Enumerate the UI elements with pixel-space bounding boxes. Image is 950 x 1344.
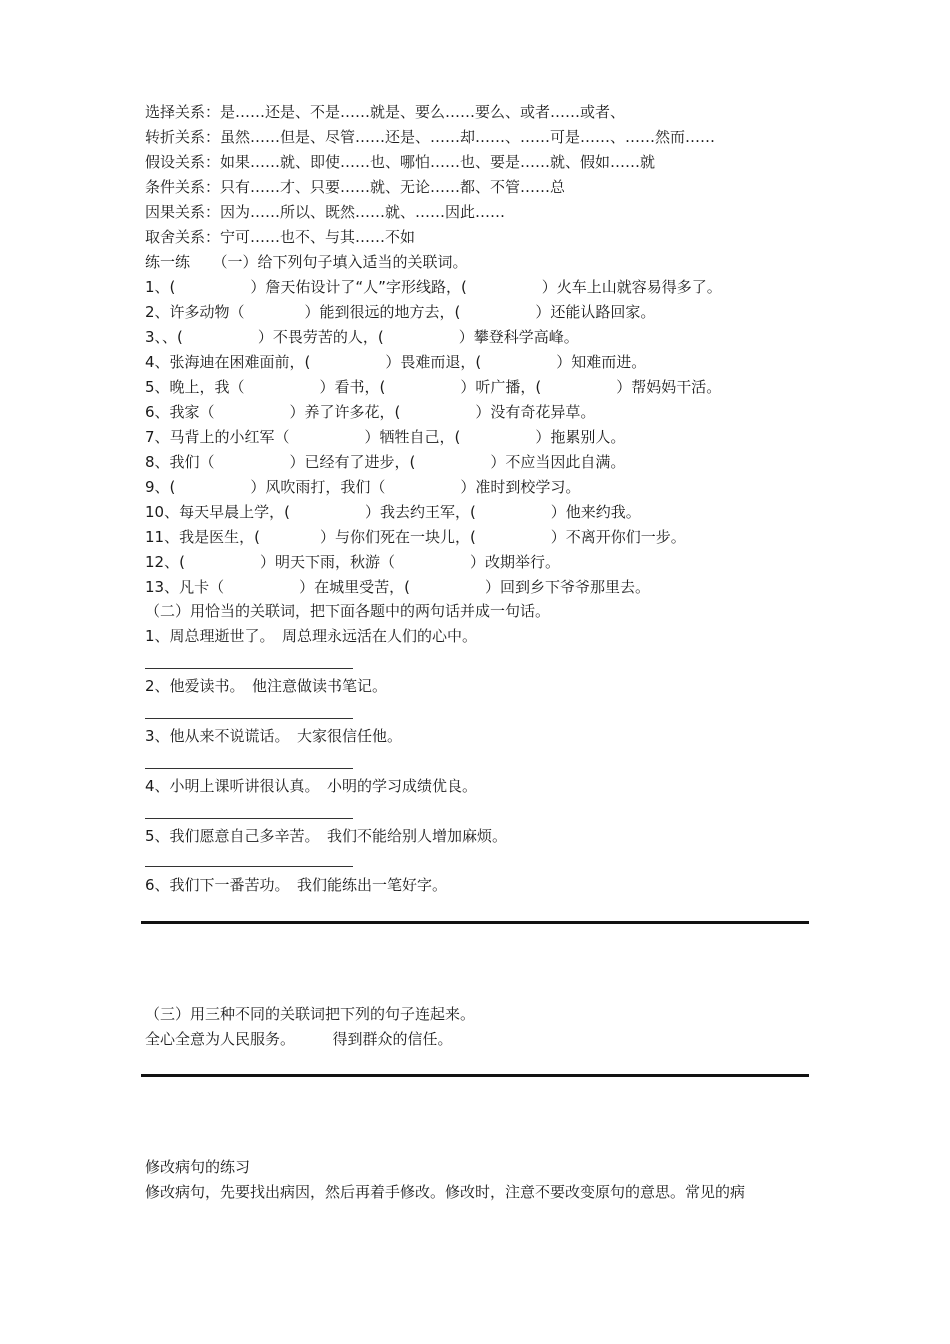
exercise1-item: 4、张海迪在困难面前，( ）畏难而退，( ）知难而进。 — [145, 353, 647, 371]
exercise1-item: 9、( ）风吹雨打，我们（ ）准时到校学习。 — [145, 478, 581, 496]
relation-contrast: 转折关系：虽然……但是、尽管……还是、……却……、……可是……、……然而…… — [145, 128, 716, 146]
answer-line[interactable] — [145, 668, 353, 669]
section-divider — [141, 921, 809, 924]
section4-intro: 修改病句，先要找出病因，然后再着手修改。修改时，注意不要改变原句的意思。常见的病 — [145, 1183, 746, 1201]
exercise2-item: 3、他从来不说谎话。 大家很信任他。 — [145, 727, 403, 745]
answer-line[interactable] — [145, 818, 353, 819]
exercise1-item: 11、我是医生，( ）与你们死在一块儿，( ）不离开你们一步。 — [145, 528, 686, 546]
exercise1-item: 8、我们（ ）已经有了进步，( ）不应当因此自满。 — [145, 453, 626, 471]
exercise1-item: 12、( ）明天下雨，秋游（ ）改期举行。 — [145, 553, 560, 571]
exercise2-item: 2、他爱读书。 他注意做读书笔记。 — [145, 677, 388, 695]
exercise1-item: 2、许多动物（ ）能到很远的地方去，( ）还能认路回家。 — [145, 303, 656, 321]
exercise1-heading: 练一练 （一）给下列句子填入适当的关联词。 — [145, 253, 468, 271]
section-divider — [141, 1074, 809, 1077]
exercise1-item: 6、我家（ ）养了许多花，( ）没有奇花异草。 — [145, 403, 596, 421]
relation-cause: 因果关系：因为……所以、既然……就、……因此…… — [145, 203, 506, 221]
exercise1-item: 1、( ）詹天佑设计了“人”字形线路，( ）火车上山就容易得多了。 — [145, 278, 722, 296]
answer-line[interactable] — [145, 718, 353, 719]
section4-title: 修改病句的练习 — [145, 1158, 251, 1176]
exercise1-item: 13、凡卡（ ）在城里受苦，( ）回到乡下爷爷那里去。 — [145, 578, 650, 596]
exercise1-item: 5、晚上，我（ ）看书，( ）听广播，( ）帮妈妈干活。 — [145, 378, 722, 396]
exercise2-item: 4、小明上课听讲很认真。 小明的学习成绩优良。 — [145, 777, 478, 795]
exercise1-item: 10、每天早晨上学，( ）我去约王军，( ）他来约我。 — [145, 503, 641, 521]
relation-hypothesis: 假设关系：如果……就、即使……也、哪怕……也、要是……就、假如……就 — [145, 153, 656, 171]
exercise2-heading: （二）用恰当的关联词，把下面各题中的两句话并成一句话。 — [145, 602, 551, 620]
exercise2-item: 5、我们愿意自己多辛苦。 我们不能给别人增加麻烦。 — [145, 827, 508, 845]
exercise1-item: 7、马背上的小红军（ ）牺牲自己，( ）拖累别人。 — [145, 428, 626, 446]
answer-line[interactable] — [145, 768, 353, 769]
exercise1-item: 3、、( ）不畏劳苦的人，( ）攀登科学高峰。 — [145, 328, 579, 346]
relation-condition: 条件关系：只有……才、只要……就、无论……都、不管……总 — [145, 178, 566, 196]
relation-choice: 选择关系：是……还是、不是……就是、要么……要么、或者……或者、 — [145, 103, 626, 121]
exercise2-item: 6、我们下一番苦功。 我们能练出一笔好字。 — [145, 876, 448, 894]
exercise3-heading: （三）用三种不同的关联词把下列的句子连起来。 — [145, 1005, 476, 1023]
exercise3-sentence: 全心全意为人民服务。 得到群众的信任。 — [145, 1030, 453, 1048]
exercise2-item: 1、周总理逝世了。 周总理永远活在人们的心中。 — [145, 627, 478, 645]
answer-line[interactable] — [145, 866, 353, 867]
relation-preference: 取舍关系：宁可……也不、与其……不如 — [145, 228, 416, 246]
